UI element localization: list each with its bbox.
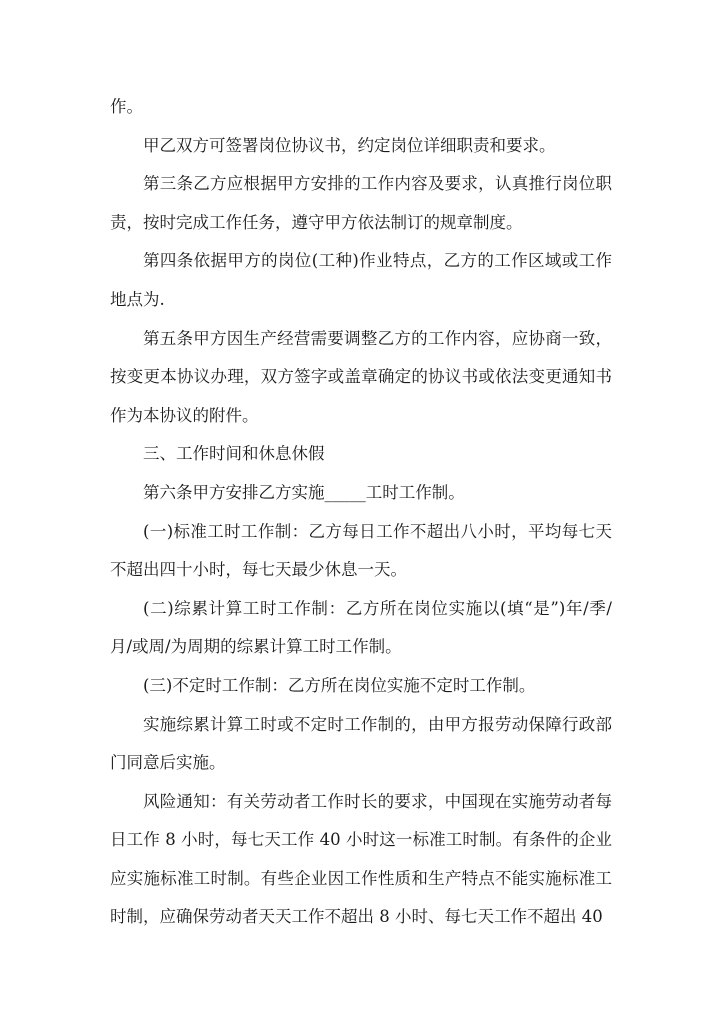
paragraph-standard-hours: (一)标准工时工作制：乙方每日工作不超出八小时，平均每七天不超出四十小时，每七天最少休息一天。 — [110, 521, 612, 580]
paragraph-flexible-hours: (三)不定时工作制：乙方所在岗位实施不定时工作制。 — [143, 675, 536, 695]
paragraph-comprehensive-hours: (二)综累计算工时工作制：乙方所在岗位实施以(填“是”)年/季/月/或周/为周期的综累计算工时工作制。 — [110, 598, 612, 657]
paragraph-article-5: 第五条甲方因生产经营需要调整乙方的工作内容，应协商一致，按变更本协议办理，双方签字或盖章确定的协议书或依法变更通知书作为本协议的附件。 — [110, 328, 612, 425]
document-body — [110, 88, 612, 937]
paragraph-article-6: 第六条甲方安排乙方实施_____工时工作制。 — [143, 482, 465, 502]
section-heading-working-hours: 三、工作时间和休息休假 — [143, 444, 325, 464]
paragraph-continuation: 作。 — [110, 97, 143, 116]
paragraph-risk-notice: 风险通知：有关劳动者工作时长的要求，中国现在实施劳动者每日工作 8 小时，每七天工作 40 小时这一标准工时制。有条件的企业应实施标准工时制。有些企业因工作性质和生产特点不能实施标准工时制，应确保劳动者天天工作不超出 8 小时、每七天工作不超出 40 — [110, 791, 612, 927]
paragraph-article-4: 第四条依据甲方的岗位(工种)作业特点，乙方的工作区域或工作地点为. — [110, 251, 612, 309]
paragraph-position-agreement: 甲乙双方可签署岗位协议书，约定岗位详细职责和要求。 — [143, 135, 556, 155]
paragraph-approval: 实施综累计算工时或不定时工作制的，由甲方报劳动保障行政部门同意后实施。 — [110, 714, 612, 773]
paragraph-article-3: 第三条乙方应根据甲方安排的工作内容及要求，认真推行岗位职责，按时完成工作任务，遵守甲方依法制订的规章制度。 — [110, 174, 612, 232]
